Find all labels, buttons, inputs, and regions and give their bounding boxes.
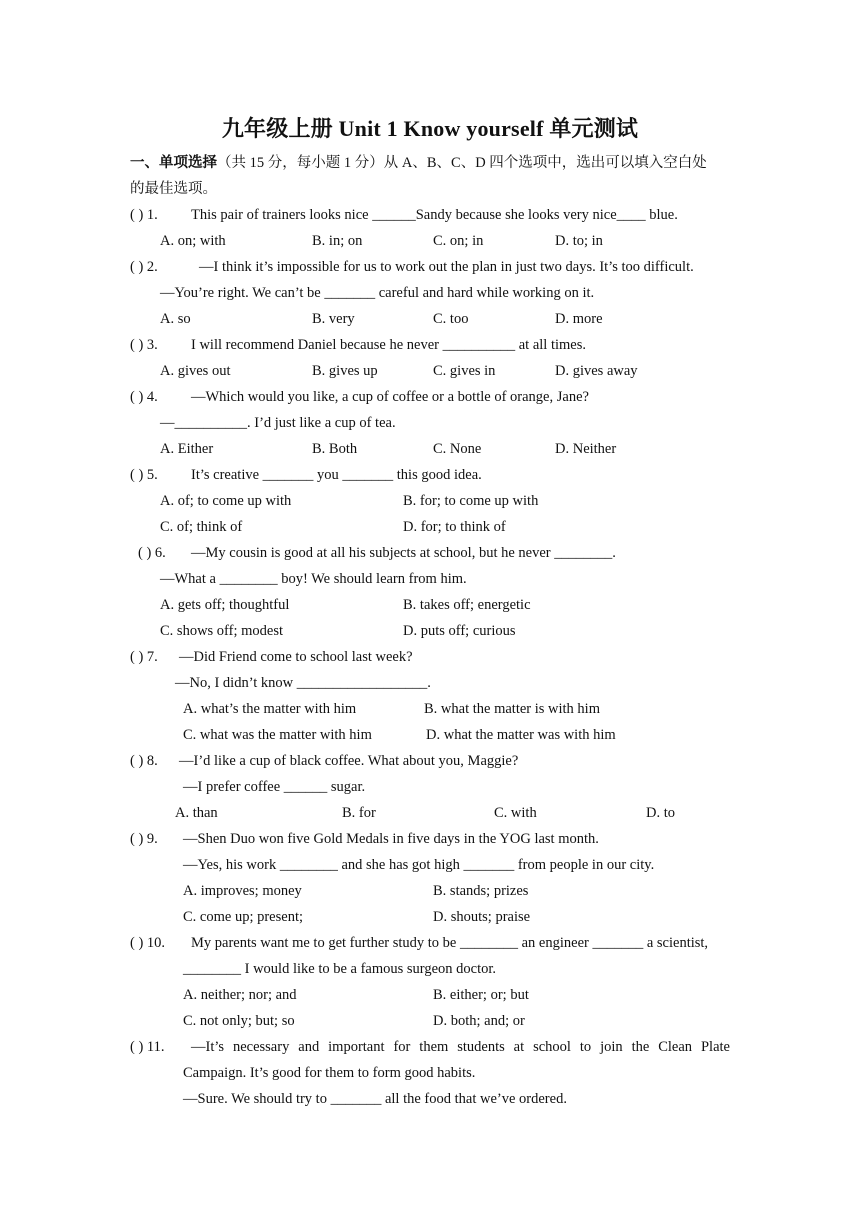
q1-option-c: C. on; in xyxy=(433,233,484,249)
q10-option-b: B. either; or; but xyxy=(433,987,529,1003)
q7-option-b: B. what the matter is with him xyxy=(424,701,600,717)
q3-stem: I will recommend Daniel because he never __________ at all times. xyxy=(191,337,586,353)
q1-option-a: A. on; with xyxy=(160,233,226,249)
q7-stem-2: —No, I didn’t know __________________. xyxy=(175,675,431,691)
q4-option-c: C. None xyxy=(433,441,482,457)
q10-stem-2: ________ I would like to be a famous surgeon doctor. xyxy=(183,961,497,977)
q10-option-a: A. neither; nor; and xyxy=(183,987,297,1003)
q6-lead: ( ) 6. xyxy=(138,545,166,561)
q11-stem-2: Campaign. It’s good for them to form good habits. xyxy=(183,1065,476,1081)
section-instructions xyxy=(130,150,735,202)
q10-stem-1: My parents want me to get further study to be ________ an engineer _______ a scientist, xyxy=(191,935,709,951)
q2-option-b: B. very xyxy=(312,311,355,327)
q1-option-b: B. in; on xyxy=(312,233,363,249)
q8-option-a: A. than xyxy=(175,805,218,821)
q2-option-c: C. too xyxy=(433,311,469,327)
q3-lead: ( ) 3. xyxy=(130,337,158,353)
q8-option-b: B. for xyxy=(342,805,376,821)
q6-option-b: B. takes off; energetic xyxy=(403,597,531,613)
q6-option-a: A. gets off; thoughtful xyxy=(160,597,290,613)
q5-stem: It’s creative _______ you _______ this good idea. xyxy=(191,467,482,483)
q2-stem-1: —I think it’s impossible for us to work out the plan in just two days. It’s too difficult. xyxy=(199,259,694,275)
q5-option-a: A. of; to come up with xyxy=(160,493,292,509)
q4-option-d: D. Neither xyxy=(555,441,617,457)
q6-option-c: C. shows off; modest xyxy=(160,623,283,639)
q9-stem-2: —Yes, his work ________ and she has got high _______ from people in our city. xyxy=(183,857,655,873)
q11-lead: ( ) 11. xyxy=(130,1039,165,1055)
q4-option-b: B. Both xyxy=(312,441,358,457)
q6-stem-1: —My cousin is good at all his subjects at school, but he never ________. xyxy=(191,545,616,561)
q9-option-a: A. improves; money xyxy=(183,883,302,899)
q9-option-d: D. shouts; praise xyxy=(433,909,531,925)
q5-option-d: D. for; to think of xyxy=(403,519,506,535)
q8-lead: ( ) 8. xyxy=(130,753,158,769)
q2-lead: ( ) 2. xyxy=(130,259,158,275)
q2-option-d: D. more xyxy=(555,311,603,327)
q9-option-c: C. come up; present; xyxy=(183,909,304,925)
q6-stem-2: —What a ________ boy! We should learn from him. xyxy=(160,571,467,587)
q9-lead: ( ) 9. xyxy=(130,831,158,847)
q5-lead: ( ) 5. xyxy=(130,467,158,483)
section-heading: 一、单项选择 xyxy=(130,155,217,171)
instruction-line-1: （共 15 分，每小题 1 分）从 A、B、C、D 四个选项中，选出可以填入空白处 xyxy=(217,155,707,171)
q7-option-c: C. what was the matter with him xyxy=(183,727,372,743)
q1-option-d: D. to; in xyxy=(555,233,603,249)
q9-option-b: B. stands; prizes xyxy=(433,883,529,899)
q10-option-d: D. both; and; or xyxy=(433,1013,525,1029)
q8-stem-2: —I prefer coffee ______ sugar. xyxy=(183,779,366,795)
q3-option-a: A. gives out xyxy=(160,363,231,379)
q8-option-c: C. with xyxy=(494,805,537,821)
q5-option-b: B. for; to come up with xyxy=(403,493,539,509)
q4-stem-2: —__________. I’d just like a cup of tea. xyxy=(160,415,396,431)
q7-lead: ( ) 7. xyxy=(130,649,158,665)
q1-stem: This pair of trainers looks nice ______Sandy because she looks very nice____ blue. xyxy=(191,207,678,223)
q11-stem-3: —Sure. We should try to _______ all the food that we’ve ordered. xyxy=(183,1091,567,1107)
q7-stem-1: —Did Friend come to school last week? xyxy=(179,649,413,665)
q3-option-d: D. gives away xyxy=(555,363,638,379)
instruction-line-2: 的最佳选项。 xyxy=(130,181,217,197)
q1-lead: ( ) 1. xyxy=(130,207,158,223)
q10-lead: ( ) 10. xyxy=(130,935,166,951)
q9-stem-1: —Shen Duo won five Gold Medals in five days in the YOG last month. xyxy=(183,831,599,847)
q8-stem-1: —I’d like a cup of black coffee. What about you, Maggie? xyxy=(179,753,519,769)
q5-option-c: C. of; think of xyxy=(160,519,243,535)
q8-option-d: D. to xyxy=(646,805,675,821)
q2-stem-2: —You’re right. We can’t be _______ careful and hard while working on it. xyxy=(160,285,595,301)
q6-option-d: D. puts off; curious xyxy=(403,623,516,639)
q3-option-b: B. gives up xyxy=(312,363,378,379)
q4-lead: ( ) 4. xyxy=(130,389,158,405)
q10-option-c: C. not only; but; so xyxy=(183,1013,295,1029)
q3-option-c: C. gives in xyxy=(433,363,496,379)
q4-option-a: A. Either xyxy=(160,441,214,457)
q4-stem-1: —Which would you like, a cup of coffee or a bottle of orange, Jane? xyxy=(191,389,589,405)
q2-option-a: A. so xyxy=(160,311,191,327)
q7-option-a: A. what’s the matter with him xyxy=(183,701,357,717)
page-title: 九年级上册 Unit 1 Know yourself 单元测试 xyxy=(221,116,639,141)
q7-option-d: D. what the matter was with him xyxy=(426,727,616,743)
q11-stem-1: —It’s necessary and important for them students at school to join the Clean Plate xyxy=(191,1039,730,1055)
